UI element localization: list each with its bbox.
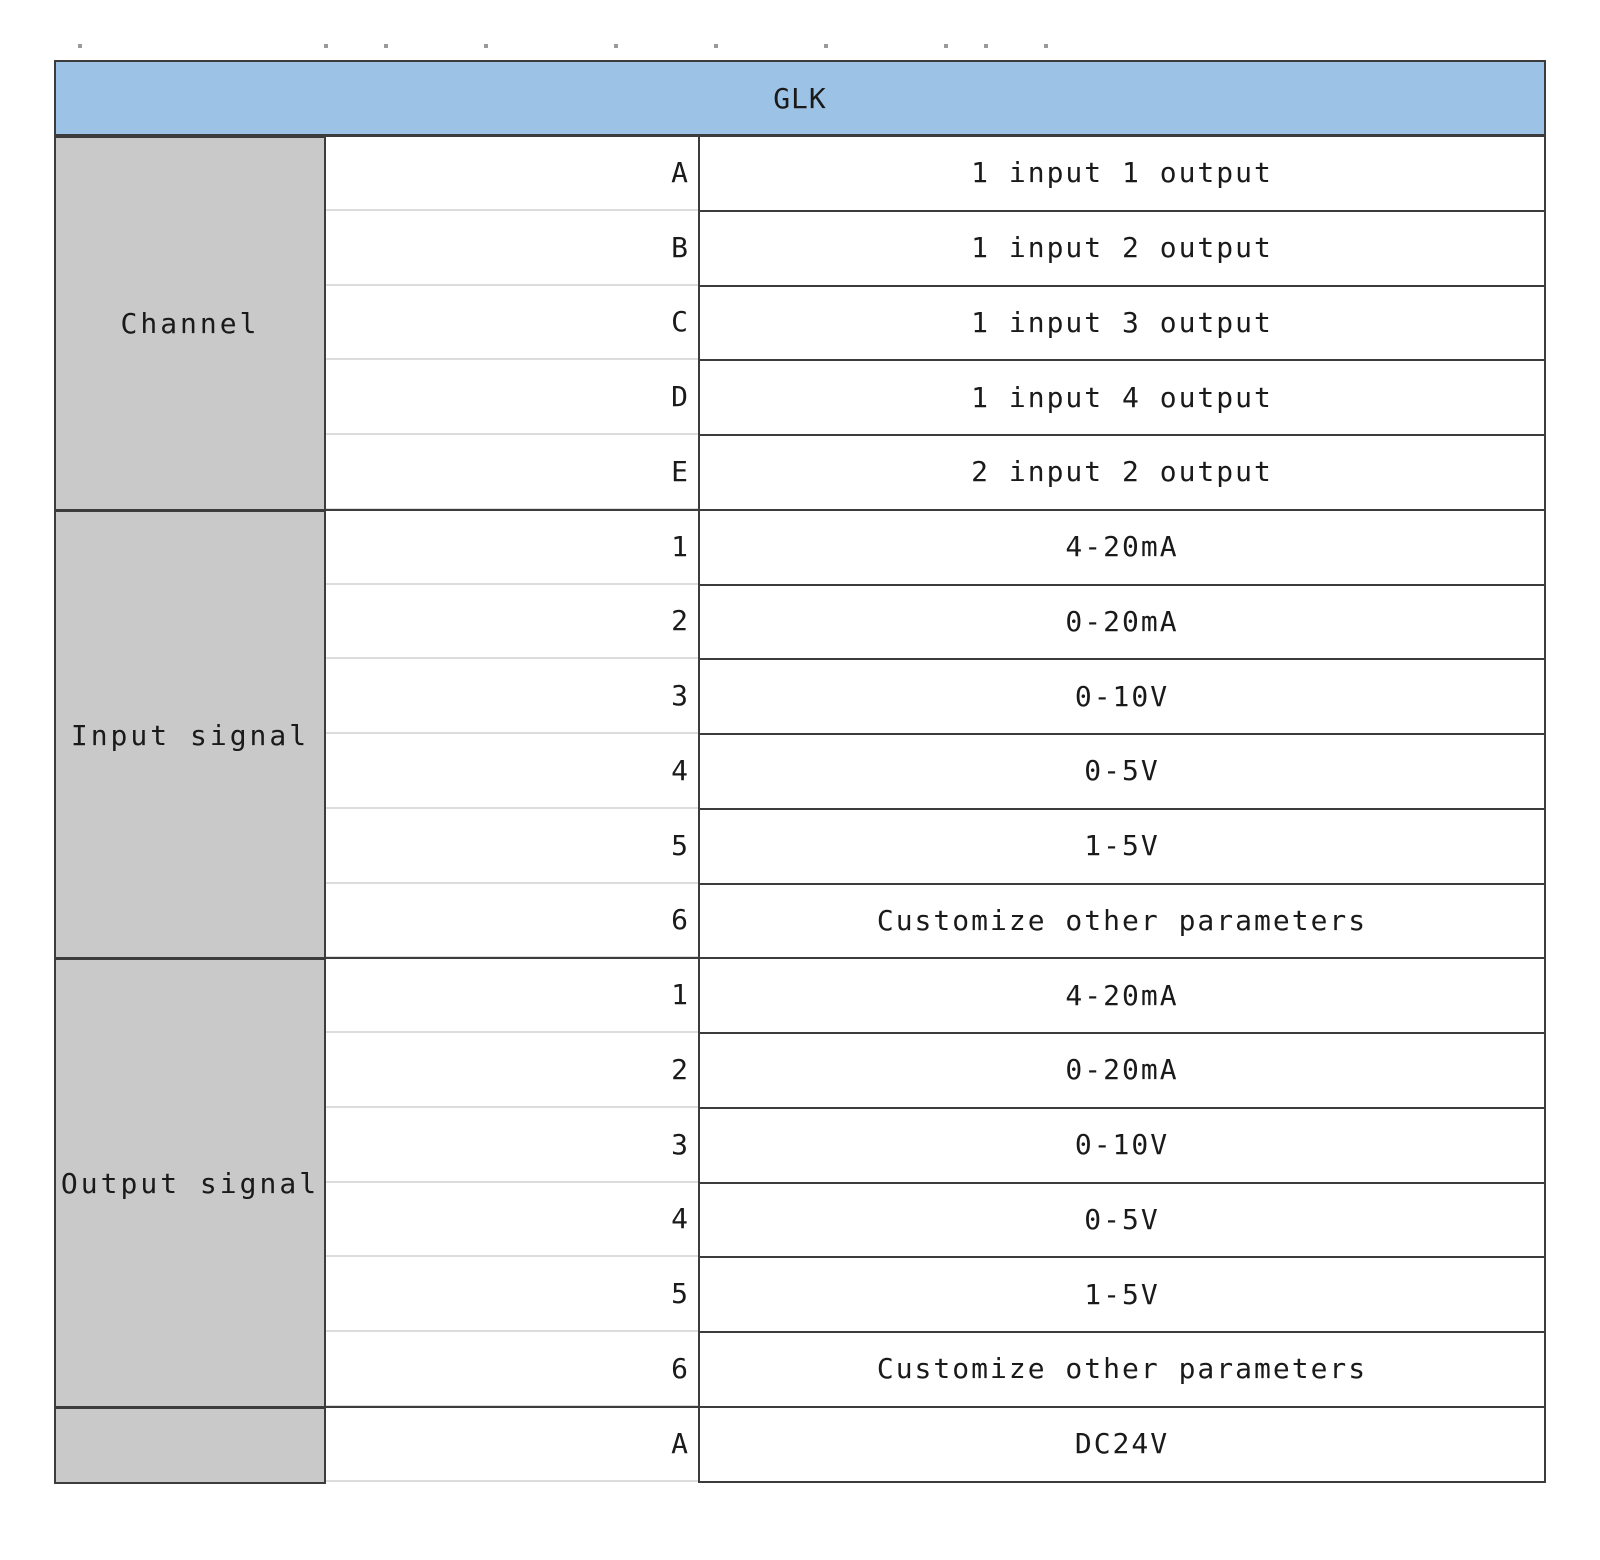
row-value-cell: 1 input 4 output xyxy=(698,360,1546,436)
row-code-cell: 2 xyxy=(326,585,698,660)
row-value-cell: Customize other parameters xyxy=(698,884,1546,960)
group-label-cell: Output signal xyxy=(54,958,326,1409)
row-value-cell: 4-20mA xyxy=(698,510,1546,586)
row-value-cell: 0-5V xyxy=(698,734,1546,810)
row-value-cell: 0-20mA xyxy=(698,585,1546,661)
row-code-cell: 1 xyxy=(326,958,698,1033)
group-divider xyxy=(54,135,1546,137)
row-value-cell: 0-20mA xyxy=(698,1033,1546,1109)
row-value-cell: 1-5V xyxy=(698,1257,1546,1333)
row-value-cell: 2 input 2 output xyxy=(698,435,1546,511)
row-code-cell: 2 xyxy=(326,1033,698,1108)
top-edge-fragments xyxy=(54,44,1546,52)
row-code-cell: A xyxy=(326,136,698,211)
row-value-cell: 1 input 2 output xyxy=(698,211,1546,287)
row-code-cell: D xyxy=(326,360,698,435)
table-header: GLK xyxy=(54,60,1546,136)
row-code-cell: C xyxy=(326,286,698,361)
row-code-cell: 5 xyxy=(326,809,698,884)
row-code-cell: 6 xyxy=(326,1332,698,1407)
row-code-cell: 1 xyxy=(326,510,698,585)
row-value-cell: 1 input 3 output xyxy=(698,286,1546,362)
row-value-cell: 4-20mA xyxy=(698,958,1546,1034)
row-value-cell: Customize other parameters xyxy=(698,1332,1546,1408)
row-code-cell: 3 xyxy=(326,659,698,734)
group-label-cell: Channel xyxy=(54,136,326,512)
group-divider xyxy=(54,957,1546,959)
row-code-cell: E xyxy=(326,435,698,510)
row-value-cell: 0-10V xyxy=(698,1108,1546,1184)
row-code-cell: 5 xyxy=(326,1257,698,1332)
row-code-cell: 6 xyxy=(326,884,698,959)
row-value-cell: 0-10V xyxy=(698,659,1546,735)
row-value-cell: 0-5V xyxy=(698,1183,1546,1259)
row-code-cell: 4 xyxy=(326,734,698,809)
spec-table xyxy=(54,60,1546,1517)
row-code-cell: B xyxy=(326,211,698,286)
group-label-cell xyxy=(54,1407,326,1484)
row-code-cell: 3 xyxy=(326,1108,698,1183)
row-code-cell: A xyxy=(326,1407,698,1482)
row-value-cell: 1 input 1 output xyxy=(698,136,1546,212)
group-divider xyxy=(54,509,1546,511)
row-value-cell: DC24V xyxy=(698,1407,1546,1483)
row-value-cell: 1-5V xyxy=(698,809,1546,885)
group-label-cell: Input signal xyxy=(54,510,326,961)
row-code-cell: 4 xyxy=(326,1183,698,1258)
group-divider xyxy=(54,1406,1546,1408)
